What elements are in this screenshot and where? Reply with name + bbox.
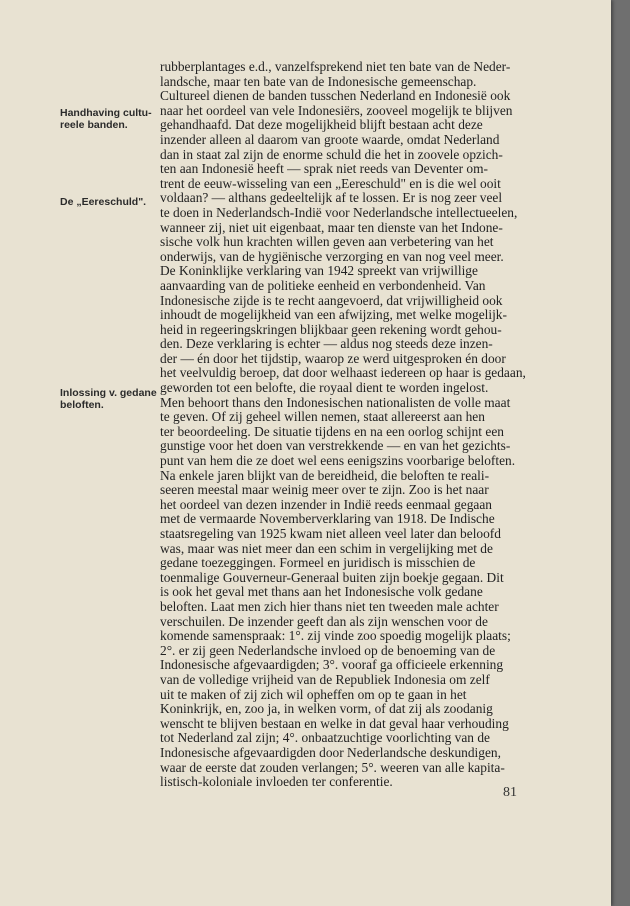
body-line: gehandhaafd. Dat deze mogelijkheid blijft bestaan acht deze — [160, 118, 483, 133]
sidenote-handhaving: Handhaving cultu- reele banden. — [60, 107, 152, 131]
body-line: inzender alleen al daarom van groote waarde, omdat Nederland — [160, 132, 500, 147]
body-line: tot Nederland zal zijn; 4°. onbaatzuchtige voorlichting van de — [160, 731, 490, 746]
body-line: Men behoort thans den Indonesischen nationalisten de volle maat — [160, 395, 511, 410]
sidenote-inlossing: Inlossing v. gedane beloften. — [60, 387, 157, 411]
sidenote-eereschuld: De „Eereschuld". — [60, 196, 147, 208]
body-line: komende samenspraak: 1°. zij vinde zoo spoedig mogelijk plaats; — [160, 629, 511, 644]
body-line: toenmalige Gouverneur-Generaal buiten zijn boekje gegaan. Dit — [160, 570, 504, 585]
body-line: voldaan? — althans gedeeltelijk af te lossen. Er is nog zeer veel — [160, 191, 503, 206]
body-line: rubberplantages e.d., vanzelfsprekend niet ten bate van de Neder- — [160, 60, 511, 74]
body-line: gedane toezeggingen. Formeel en juridisch is misschien de — [160, 556, 476, 571]
body-line: De Koninklijke verklaring van 1942 spreekt van vrijwillige — [160, 264, 478, 279]
body-line: is ook het geval met thans aan het Indonesische volk gedane — [160, 585, 483, 600]
body-line: den. Deze verklaring is echter — aldus nog steeds deze inzen- — [160, 337, 493, 352]
page-number: 81 — [503, 785, 517, 800]
body-line: te geven. Of zij geheel willen nemen, staat allereerst aan hen — [160, 410, 485, 425]
body-line: te doen in Nederlandsch-Indië voor Nederlandsche intellectueelen, — [160, 205, 518, 220]
body-line: trent de eeuw-wisseling van een „Eereschuld" en is die wel ooit — [160, 176, 501, 191]
body-line: het oordeel van dezen inzender in Indië reeds eenmaal gegaan — [160, 497, 492, 512]
body-line: heid in regeeringskringen blijkbaar geen rekening wordt gehou- — [160, 322, 502, 337]
body-line: verschuilen. De inzender geeft dan als zijn wenschen voor de — [160, 614, 488, 629]
body-line: seeren meestal maar weinig meer over te zijn. Zoo is het naar — [160, 483, 489, 498]
body-line: Indonesische afgevaardigden door Nederlandsche deskundigen, — [160, 745, 501, 760]
body-line: aanvaarding van de politieke eenheid en verbondenheid. Van — [160, 278, 486, 293]
body-line: uit te maken of zij zich wil opheffen om op te gaan in het — [160, 687, 467, 702]
body-line: Indonesische zijde is te recht aangevoerd, dat vrijwilligheid ook — [160, 293, 503, 308]
body-line: 2°. er zij geen Nederlandsche invloed op de benoeming van de — [160, 643, 496, 658]
body-line: landsche, maar ten bate van de Indonesische gemeenschap. — [160, 74, 477, 89]
body-line: het veelvuldig beroep, dat door welhaast iedereen op haar is gedaan, — [160, 366, 526, 381]
body-line: was, maar was niet meer dan een schim in vergelijking met de — [160, 541, 493, 556]
body-line: wanneer zij, niet uit eigenbaat, maar ten dienste van het Indone- — [160, 220, 503, 235]
body-line: van de volledige vrijheid van de Republiek Indonesia om zelf — [160, 672, 490, 687]
body-line: punt van hem die ze doet wel eens eenigszins voorbarige beloften. — [160, 454, 516, 469]
body-line: naar het oordeel van vele Indonesiërs, zooveel mogelijk te blijven — [160, 103, 513, 118]
body-line: onderwijs, van de hygiënische verzorging en van nog veel meer. — [160, 249, 504, 264]
body-line: wenscht te blijven bestaan en welke in dat geval haar verhouding — [160, 716, 509, 731]
body-line: Koninkrijk, en, zoo ja, in welken vorm, of dat zij als zoodanig — [160, 702, 493, 717]
body-line: Cultureel dienen de banden tusschen Nederland en Indonesië ook — [160, 89, 511, 104]
body-line: gunstige voor het doen van verstrekkende — en van het gezichts- — [160, 439, 511, 454]
body-line: inhoudt de mogelijkheid van een afwijzing, met welke mogelijk- — [160, 308, 507, 323]
body-line: geworden tot een belofte, die royaal dient te worden ingelost. — [160, 381, 489, 396]
body-line: Na enkele jaren blijkt van de bereidheid, die beloften te reali- — [160, 468, 490, 483]
body-text — [160, 60, 526, 790]
body-line: waar de eerste dat zouden verlangen; 5°. weeren van alle kapita- — [160, 760, 505, 775]
body-line: met de vermaarde Novemberverklaring van 1918. De Indische — [160, 512, 495, 527]
body-line: der — én door het tijdstip, waarop ze werd uitgesproken én door — [160, 351, 506, 366]
body-line: staatsregeling van 1925 kwam niet alleen veel later dan beloofd — [160, 527, 501, 541]
body-line: ten aan Indonesië heeft — sprak niet reeds van Deventer om- — [160, 162, 488, 177]
body-line: ter beoordeeling. De situatie tijdens en na een oorlog schijnt een — [160, 424, 504, 439]
body-line: dan in staat zal zijn de enorme schuld die het in zoovele opzich- — [160, 147, 503, 162]
body-line: listisch-koloniale invloeden ter conferentie. — [160, 775, 393, 790]
body-line: sische volk hun krachten willen geven aan verbetering van het — [160, 235, 494, 250]
body-line: beloften. Laat men zich hier thans niet ten tweeden male achter — [160, 599, 499, 614]
body-line: Indonesische afgevaardigden; 3°. vooraf ga officieele erkenning — [160, 658, 504, 673]
